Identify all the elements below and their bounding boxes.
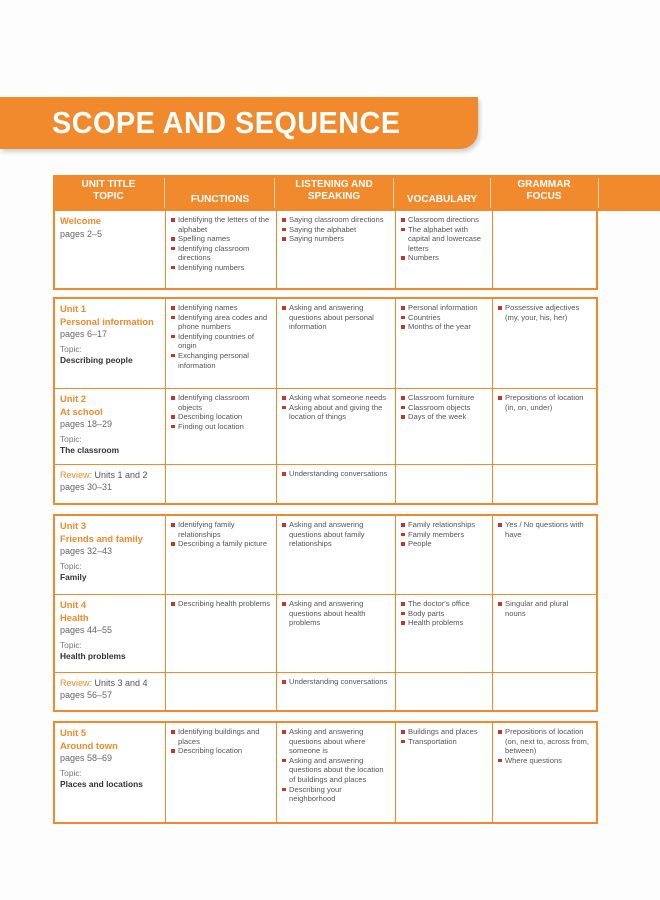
list-item: Asking what someone needs bbox=[282, 393, 390, 403]
title-banner bbox=[0, 97, 478, 149]
listening-cell bbox=[276, 516, 395, 594]
column-header-grammar: GRAMMAR FOCUS bbox=[517, 179, 571, 202]
list-item: Family relationships bbox=[401, 520, 487, 530]
functions-cell bbox=[165, 595, 276, 672]
topic-label: Topic: bbox=[60, 561, 82, 571]
functions-cell bbox=[165, 389, 276, 464]
bullet-list bbox=[498, 727, 591, 765]
list-item: Health problems bbox=[401, 618, 487, 628]
unit-pages: pages 44–55 bbox=[60, 625, 113, 635]
list-item: Numbers bbox=[401, 253, 487, 263]
grammar-cell bbox=[492, 211, 596, 288]
unit-cell bbox=[55, 211, 165, 288]
unit-pages: pages 58–69 bbox=[60, 753, 113, 763]
bullet-list bbox=[171, 520, 271, 549]
list-item: Identifying countries of origin bbox=[171, 332, 271, 351]
topic-value: Places and locations bbox=[60, 779, 143, 789]
grammar-cell bbox=[492, 389, 596, 464]
functions-cell bbox=[165, 299, 276, 388]
list-item: People bbox=[401, 539, 487, 549]
list-item: Identifying family relationships bbox=[171, 520, 271, 539]
list-item: Possessive adjectives (my, your, his, her) bbox=[498, 303, 591, 322]
unit-number: Unit 3 bbox=[60, 520, 87, 531]
list-item: Spelling names bbox=[171, 234, 271, 244]
functions-cell bbox=[165, 516, 276, 594]
list-item: Identifying numbers bbox=[171, 263, 271, 273]
list-item: Exchanging personal information bbox=[171, 351, 271, 370]
list-item: Buildings and places bbox=[401, 727, 487, 737]
list-item: Classroom directions bbox=[401, 215, 487, 225]
bullet-list bbox=[282, 215, 390, 244]
review-row bbox=[55, 672, 596, 710]
bullet-list bbox=[401, 215, 487, 263]
topic-value: Describing people bbox=[60, 355, 133, 365]
vocabulary-cell bbox=[395, 673, 492, 710]
unit-cell bbox=[55, 516, 165, 594]
unit-title: Friends and family bbox=[60, 532, 143, 544]
unit-pages: pages 2–5 bbox=[60, 228, 103, 239]
unit-number: Unit 4 bbox=[60, 599, 87, 610]
column-header-functions: FUNCTIONS bbox=[190, 194, 250, 205]
list-item: Personal information bbox=[401, 303, 487, 313]
functions-cell bbox=[165, 723, 276, 822]
table-header bbox=[53, 175, 660, 211]
list-item: The doctor's office bbox=[401, 599, 487, 609]
list-item: The alphabet with capital and lowercase letters bbox=[401, 225, 487, 254]
bullet-list bbox=[171, 393, 271, 431]
list-item: Body parts bbox=[401, 609, 487, 619]
vocabulary-cell bbox=[395, 299, 492, 388]
list-item: Describing location bbox=[171, 412, 271, 422]
list-item: Identifying the letters of the alphabet bbox=[171, 215, 271, 234]
list-item: Describing health problems bbox=[171, 599, 271, 609]
welcome-block bbox=[53, 209, 598, 290]
bullet-list bbox=[171, 303, 271, 370]
grammar-cell bbox=[492, 595, 596, 672]
bullet-list bbox=[282, 303, 390, 332]
topic-label: Topic: bbox=[60, 344, 82, 354]
bullet-list bbox=[401, 727, 487, 746]
bullet-list bbox=[498, 393, 591, 412]
functions-cell bbox=[165, 211, 276, 288]
table-row bbox=[55, 211, 596, 288]
topic-label: Topic: bbox=[60, 640, 82, 650]
list-item: Months of the year bbox=[401, 322, 487, 332]
list-item: Identifying names bbox=[171, 303, 271, 313]
list-item: Asking and answering questions about where someone is bbox=[282, 727, 390, 756]
list-item: Asking and answering questions about personal information bbox=[282, 303, 390, 332]
header-divider bbox=[598, 178, 599, 208]
list-item: Prepositions of location (on, next to, across from, between) bbox=[498, 727, 591, 756]
bullet-list bbox=[282, 727, 390, 804]
review-label: Review: bbox=[60, 470, 93, 480]
vocabulary-cell bbox=[395, 595, 492, 672]
list-item: Understanding conversations bbox=[282, 469, 390, 479]
list-item: Identifying classroom directions bbox=[171, 244, 271, 263]
listening-cell bbox=[276, 211, 395, 288]
vocabulary-cell bbox=[395, 516, 492, 594]
grammar-cell bbox=[492, 673, 596, 710]
bullet-list bbox=[171, 599, 271, 609]
unit-cell bbox=[55, 299, 165, 388]
bullet-list bbox=[401, 303, 487, 332]
unit-pages: pages 32–43 bbox=[60, 546, 113, 556]
review-units: Units 1 and 2 bbox=[94, 470, 148, 480]
grammar-cell bbox=[492, 465, 596, 503]
unit-5-block bbox=[53, 721, 598, 824]
list-item: Describing location bbox=[171, 746, 271, 756]
unit-title: Welcome bbox=[60, 215, 101, 226]
vocabulary-cell bbox=[395, 211, 492, 288]
list-item: Describing a family picture bbox=[171, 539, 271, 549]
review-units: Units 3 and 4 bbox=[94, 678, 148, 688]
review-cell bbox=[55, 673, 165, 710]
functions-cell bbox=[165, 673, 276, 710]
review-pages: pages 56–57 bbox=[60, 690, 113, 700]
list-item: Singular and plural nouns bbox=[498, 599, 591, 618]
list-item: Asking and answering questions about family relationships bbox=[282, 520, 390, 549]
list-item: Where questions bbox=[498, 756, 591, 766]
units-1-2-block bbox=[53, 297, 598, 505]
column-header-unit: UNIT TITLE TOPIC bbox=[81, 179, 136, 202]
bullet-list bbox=[282, 677, 390, 687]
list-item: Identifying area codes and phone numbers bbox=[171, 313, 271, 332]
table-row bbox=[55, 594, 596, 672]
bullet-list bbox=[498, 520, 591, 539]
bullet-list bbox=[282, 520, 390, 549]
table-row bbox=[55, 388, 596, 464]
vocabulary-cell bbox=[395, 465, 492, 503]
bullet-list bbox=[401, 520, 487, 549]
bullet-list bbox=[498, 599, 591, 618]
page-title: SCOPE AND SEQUENCE bbox=[52, 105, 401, 140]
unit-number: Unit 1 bbox=[60, 303, 87, 314]
list-item: Understanding conversations bbox=[282, 677, 390, 687]
bullet-list bbox=[282, 469, 390, 479]
list-item: Classroom objects bbox=[401, 403, 487, 413]
vocabulary-cell bbox=[395, 389, 492, 464]
topic-value: Family bbox=[60, 572, 87, 582]
listening-cell bbox=[276, 389, 395, 464]
list-item: Family members bbox=[401, 530, 487, 540]
unit-number: Unit 5 bbox=[60, 727, 87, 738]
list-item: Asking about and giving the location of things bbox=[282, 403, 390, 422]
vocabulary-cell bbox=[395, 723, 492, 822]
list-item: Yes / No questions with have bbox=[498, 520, 591, 539]
list-item: Identifying buildings and places bbox=[171, 727, 271, 746]
review-label: Review: bbox=[60, 678, 93, 688]
unit-title: At school bbox=[60, 405, 103, 417]
review-row bbox=[55, 464, 596, 503]
unit-number: Unit 2 bbox=[60, 393, 87, 404]
table-row bbox=[55, 299, 596, 388]
listening-cell bbox=[276, 673, 395, 710]
functions-cell bbox=[165, 465, 276, 503]
list-item: Asking and answering questions about health problems bbox=[282, 599, 390, 628]
bullet-list bbox=[401, 393, 487, 422]
grammar-cell bbox=[492, 516, 596, 594]
list-item: Saying classroom directions bbox=[282, 215, 390, 225]
unit-cell bbox=[55, 595, 165, 672]
listening-cell bbox=[276, 595, 395, 672]
topic-label: Topic: bbox=[60, 768, 82, 778]
grammar-cell bbox=[492, 299, 596, 388]
units-3-4-block bbox=[53, 514, 598, 712]
list-item: Finding out location bbox=[171, 422, 271, 432]
bullet-list bbox=[282, 393, 390, 422]
list-item: Prepositions of location (in, on, under) bbox=[498, 393, 591, 412]
listening-cell bbox=[276, 465, 395, 503]
bullet-list bbox=[282, 599, 390, 628]
topic-value: Health problems bbox=[60, 651, 126, 661]
unit-pages: pages 18–29 bbox=[60, 419, 113, 429]
unit-title: Health bbox=[60, 611, 89, 623]
list-item: Days of the week bbox=[401, 412, 487, 422]
topic-label: Topic: bbox=[60, 434, 82, 444]
list-item: Identifying classroom objects bbox=[171, 393, 271, 412]
listening-cell bbox=[276, 723, 395, 822]
unit-title: Around town bbox=[60, 739, 118, 751]
grammar-cell bbox=[492, 723, 596, 822]
listening-cell bbox=[276, 299, 395, 388]
list-item: Saying the alphabet bbox=[282, 225, 390, 235]
review-pages: pages 30–31 bbox=[60, 482, 113, 492]
topic-value: The classroom bbox=[60, 445, 120, 455]
unit-cell bbox=[55, 723, 165, 822]
review-cell bbox=[55, 465, 165, 503]
list-item: Countries bbox=[401, 313, 487, 323]
bullet-list bbox=[171, 215, 271, 273]
list-item: Asking and answering questions about the location of buildings and places bbox=[282, 756, 390, 785]
bullet-list bbox=[171, 727, 271, 756]
bullet-list bbox=[498, 303, 591, 322]
unit-cell bbox=[55, 389, 165, 464]
list-item: Transportation bbox=[401, 737, 487, 747]
list-item: Classroom furniture bbox=[401, 393, 487, 403]
table-row bbox=[55, 723, 596, 822]
column-header-listening: LISTENING AND SPEAKING bbox=[295, 179, 373, 202]
unit-pages: pages 6–17 bbox=[60, 329, 108, 339]
bullet-list bbox=[401, 599, 487, 628]
table-row bbox=[55, 516, 596, 594]
list-item: Describing your neighborhood bbox=[282, 785, 390, 804]
unit-title: Personal information bbox=[60, 315, 154, 327]
list-item: Saying numbers bbox=[282, 234, 390, 244]
column-header-vocabulary: VOCABULARY bbox=[406, 194, 478, 205]
